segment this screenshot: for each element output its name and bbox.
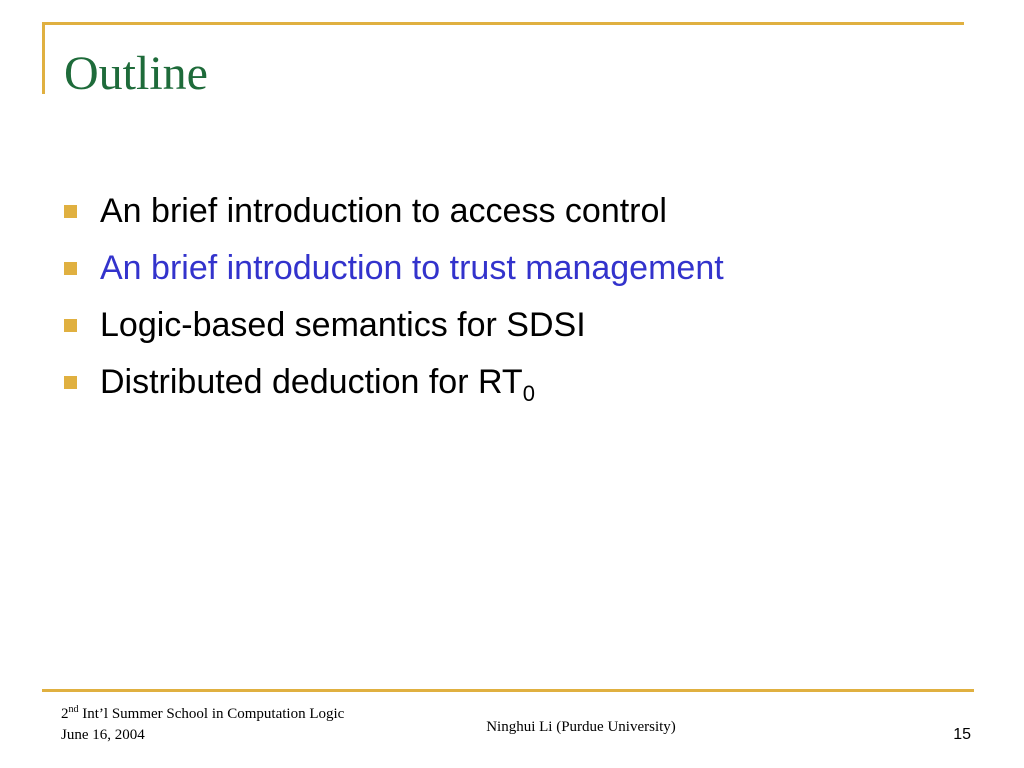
bullet-subscript: 0 [522,381,535,406]
bullet-text: Logic-based semantics for SDSI [100,306,586,344]
bullet-text [100,363,535,406]
bullet-item-distributed-deduction [64,354,724,411]
footer-event-ordinal: nd [68,704,79,715]
footer-date: June 16, 2004 [61,727,145,743]
footer-page-number: 15 [953,726,971,743]
slide-title: Outline [64,47,208,100]
bullet-item-sdsi-semantics [64,297,724,354]
title-accent-horizontal-line [42,22,964,25]
footer-author: Ninghui Li (Purdue University) [486,719,676,735]
bullet-main-text: Distributed deduction for RT [100,363,523,401]
footer-event-name: Int’l Summer School in Computation Logic [78,706,345,722]
square-bullet-icon [64,205,77,218]
footer-divider-line [42,689,974,692]
bullet-list [64,183,724,411]
bullet-item-access-control [64,183,724,240]
square-bullet-icon [64,262,77,275]
bullet-item-trust-management [64,240,724,297]
footer-event-number: 2 [61,706,69,722]
title-accent-vertical-line [42,22,45,94]
bullet-text: An brief introduction to trust management [100,249,724,287]
square-bullet-icon [64,319,77,332]
square-bullet-icon [64,376,77,389]
bullet-text: An brief introduction to access control [100,192,667,230]
